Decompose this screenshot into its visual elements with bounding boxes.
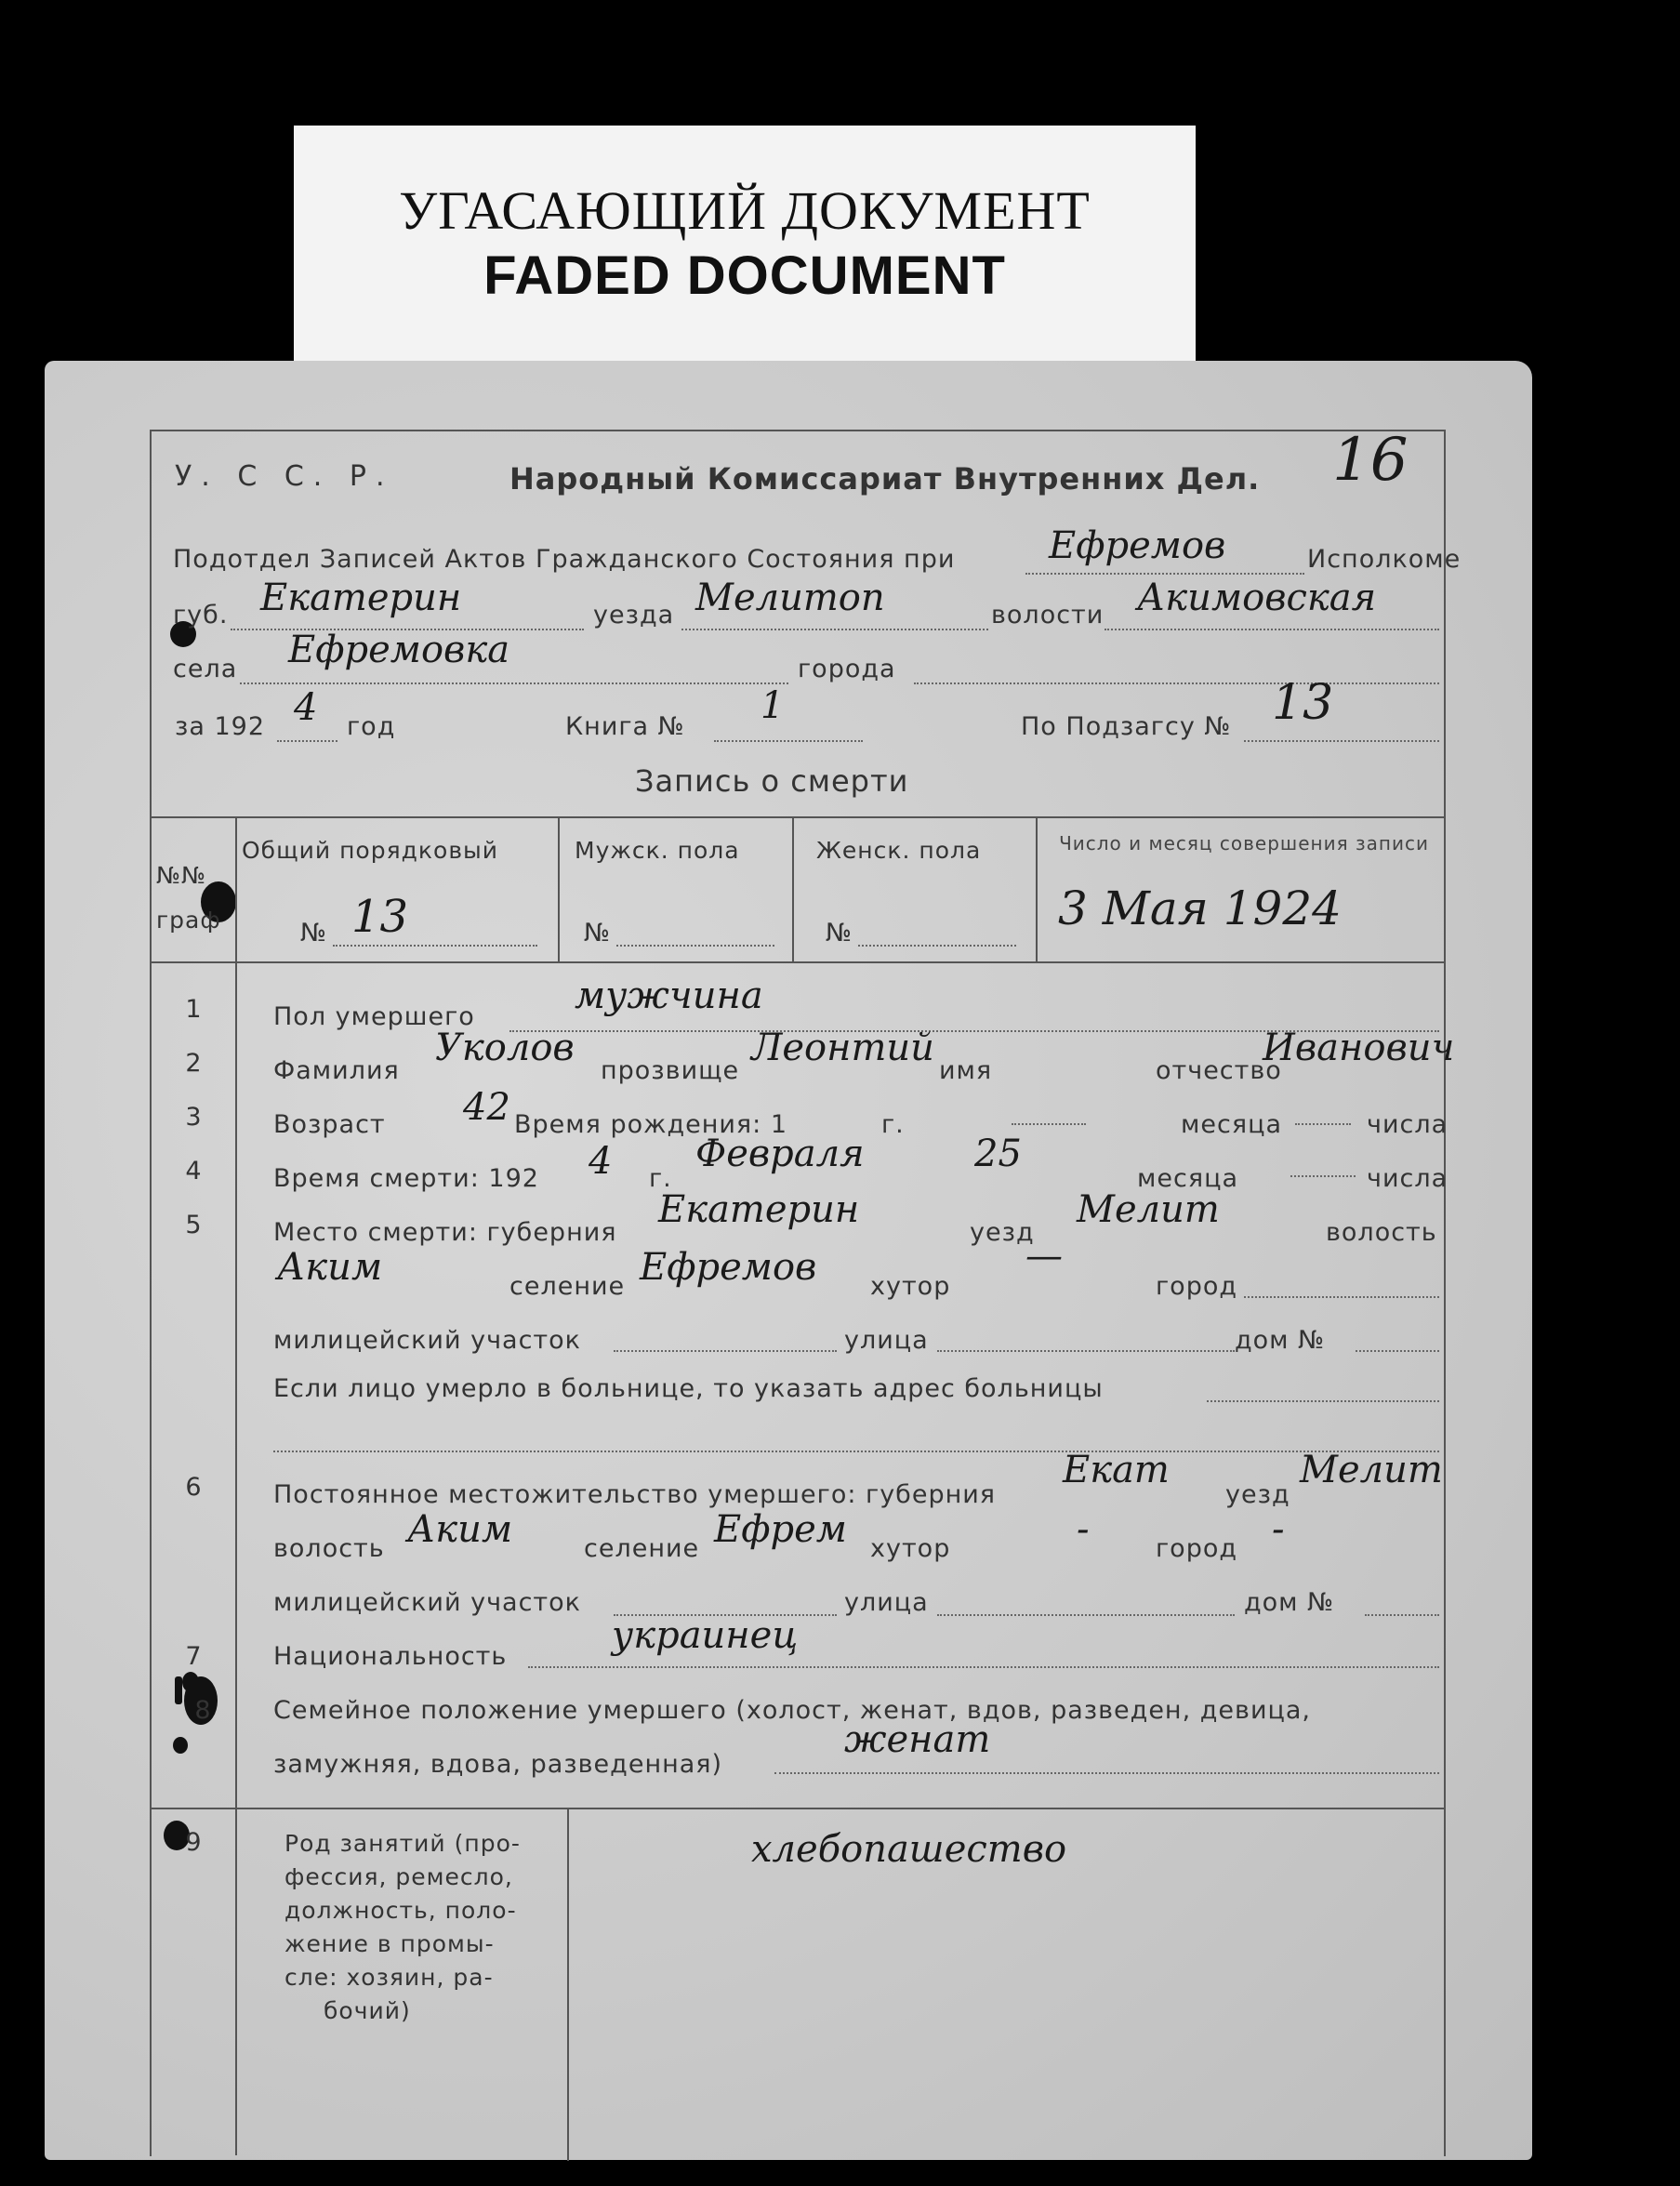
year-prefix: за 192 [175,712,266,741]
occupation-label-6: бочий) [324,1997,411,2024]
death-khutor-label: хутор [870,1272,951,1301]
label-english: FADED DOCUMENT [483,245,1006,306]
male-no-sign: № [584,919,612,947]
name-label: имя [939,1056,993,1085]
death-record-sheet [45,361,1532,2160]
occupation-top-line [150,1808,1444,1809]
death-militia-line [614,1350,837,1352]
hospital-line-2 [273,1451,1439,1452]
punch-hole [173,1737,188,1754]
col-divider [1036,816,1038,961]
res-street-line [937,1614,1235,1616]
marital-value: женат [844,1718,991,1761]
col-divider [792,816,794,961]
female-line [858,945,1016,947]
marital-label: Семейное положение умершего (холост, женат, вдов, разведен, девица, [273,1696,1311,1725]
selo-label: села [173,655,238,683]
row-number: 5 [185,1211,202,1239]
death-day-label: числа [1367,1164,1449,1193]
res-house-line [1365,1614,1439,1616]
uyezd-label: уезда [593,601,675,629]
res-volost-value: Аким [407,1508,513,1551]
death-volost-label: волость [1326,1218,1437,1247]
uyezd-value: Мелитоп [695,576,885,619]
occupation-label-3: должность, поло- [284,1897,517,1924]
table-header-bottom [150,961,1444,963]
punch-hole [175,1676,182,1704]
volost-line [1105,629,1439,630]
birth-month-line [1012,1123,1086,1125]
death-gub-value: Екатерин [658,1188,860,1231]
death-month-label: месяца [1137,1164,1238,1193]
row-number: 3 [185,1103,202,1132]
hospital-label: Если лицо умерло в больнице, то указать адрес больницы [273,1374,1104,1403]
death-uyezd-value: Мелит [1077,1188,1220,1231]
age-label: Возраст [273,1110,386,1139]
marital-line [774,1772,1439,1774]
subindex-label: По Подзагсу № [1021,712,1232,741]
book-value: 1 [761,684,785,727]
hospital-line [1207,1400,1439,1402]
res-street-label: улица [844,1588,929,1617]
table-top-line [150,816,1444,818]
death-month-value: Февраля [695,1133,865,1175]
death-day-line [1290,1175,1356,1177]
col-divider [558,816,560,961]
occupation-label-5: сле: хозяин, ра- [284,1964,494,1991]
death-house-line [1356,1350,1439,1352]
res-house-label: дом № [1244,1588,1335,1617]
residence-label: Постоянное местожительство умершего: губерния [273,1480,997,1509]
row-number: 4 [185,1157,202,1186]
birth-day-label: числа [1367,1110,1449,1139]
subindex-value: 13 [1272,675,1334,731]
col-num-header: №№ граф [156,862,221,934]
res-militia-label: милицейский участок [273,1588,581,1617]
res-khutor-label: хутор [870,1534,951,1563]
res-uyezd-label: уезд [1225,1480,1290,1509]
row-number: 8 [194,1696,211,1725]
serial-no-sign: № [300,919,328,947]
patronymic-label: отчество [1156,1056,1282,1085]
death-volost-value: Аким [277,1246,383,1289]
res-volost-label: волость [273,1534,385,1563]
occupation-divider [567,1808,569,2161]
year-digit: 4 [294,686,318,729]
volost-label: волости [991,601,1105,629]
death-uyezd-label: уезд [970,1218,1035,1247]
birth-label: Время рождения: 1 [514,1110,788,1139]
col-date-header: Число и месяц совершения записи [1059,832,1429,855]
surname-label: Фамилия [273,1056,400,1085]
death-khutor-value: — [1025,1235,1063,1278]
marital-options: замужняя, вдова, разведенная) [273,1750,723,1779]
death-militia-label: милицейский участок [273,1326,581,1355]
nickname-value: Леонтий [751,1027,934,1069]
death-place-label: Место смерти: губерния [273,1218,617,1247]
death-house-label: дом № [1235,1326,1326,1355]
selo-value: Ефремовка [288,629,510,671]
book-line [714,740,863,742]
commissariat-title: Народный Комиссариат Внутренних Дел. [509,461,1261,497]
surname-value: Уколов [435,1027,575,1069]
col-serial-header: Общий порядковый [242,837,499,864]
row-number: 9 [185,1828,202,1857]
sex-label: Пол умершего [273,1002,475,1031]
subdept-line: Подотдел Записей Актов Гражданского Состояния при [173,545,956,574]
nickname-label: прозвище [601,1056,740,1085]
birth-month-label: месяца [1181,1110,1282,1139]
occupation-label-2: фессия, ремесло, [284,1863,513,1890]
faded-document-label [294,126,1196,363]
col-divider [235,816,237,2155]
record-date: 3 Мая 1924 [1058,881,1342,935]
death-year-suffix: г. [649,1164,672,1193]
res-gorod-value: - [1272,1508,1285,1551]
res-khutor-value: - [1077,1508,1090,1551]
res-gub-value: Екат [1063,1449,1170,1491]
executive-name: Ефремов [1049,524,1226,567]
nationality-line [528,1666,1439,1668]
gorod-label: города [798,655,896,683]
death-year-value: 4 [589,1140,613,1183]
occupation-value: хлебопашество [751,1828,1067,1871]
occupation-label-4: жение в промы- [284,1930,495,1957]
subindex-line [1244,740,1439,742]
sex-value: мужчина [575,974,763,1017]
col-male-header: Мужск. пола [575,837,740,864]
nationality-value: украинец [612,1614,799,1657]
row-number: 6 [185,1473,202,1502]
executive-line [1025,573,1304,575]
death-day-value: 25 [974,1133,1022,1175]
death-gorod-label: город [1156,1272,1238,1301]
age-value: 42 [463,1086,510,1129]
res-uyezd-value: Мелит [1300,1449,1443,1491]
res-selo-label: селение [584,1534,700,1563]
death-street-label: улица [844,1326,929,1355]
uyezd-line [681,629,988,630]
res-gorod-label: город [1156,1534,1238,1563]
sheet-number: 16 [1332,426,1409,495]
death-selo-value: Ефремов [640,1246,817,1289]
gorod-line [914,682,1439,684]
row-number: 7 [185,1642,202,1671]
gub-value: Екатерин [260,576,462,619]
row-number: 2 [185,1049,202,1078]
death-street-line [937,1350,1235,1352]
death-selo-label: селение [509,1272,626,1301]
year-suffix: год [347,712,396,741]
male-line [616,945,774,947]
year-line [277,740,337,742]
res-selo-value: Ефрем [714,1508,847,1551]
female-no-sign: № [826,919,853,947]
nationality-label: Национальность [273,1642,508,1671]
republic-label: У. С С. Р. [175,460,394,493]
label-russian: УГАСАЮЩИЙ ДОКУМЕНТ [399,180,1091,241]
birth-day-line [1295,1123,1351,1125]
record-title: Запись о смерти [635,763,909,799]
serial-value: 13 [351,891,409,943]
patronymic-value: Иванович [1263,1027,1455,1069]
executive-label: Исполкоме [1307,545,1462,574]
book-label: Книга № [565,712,685,741]
death-time-label: Время смерти: 192 [273,1164,539,1193]
volost-value: Акимовская [1137,576,1377,619]
occupation-label-1: Род занятий (про- [284,1830,521,1857]
col-female-header: Женск. пола [816,837,982,864]
birth-year-suffix: г. [881,1110,905,1139]
serial-line [333,945,537,947]
gub-label: губ. [173,601,229,629]
selo-line [240,682,788,684]
row-number: 1 [185,995,202,1024]
death-gorod-line [1244,1296,1439,1298]
